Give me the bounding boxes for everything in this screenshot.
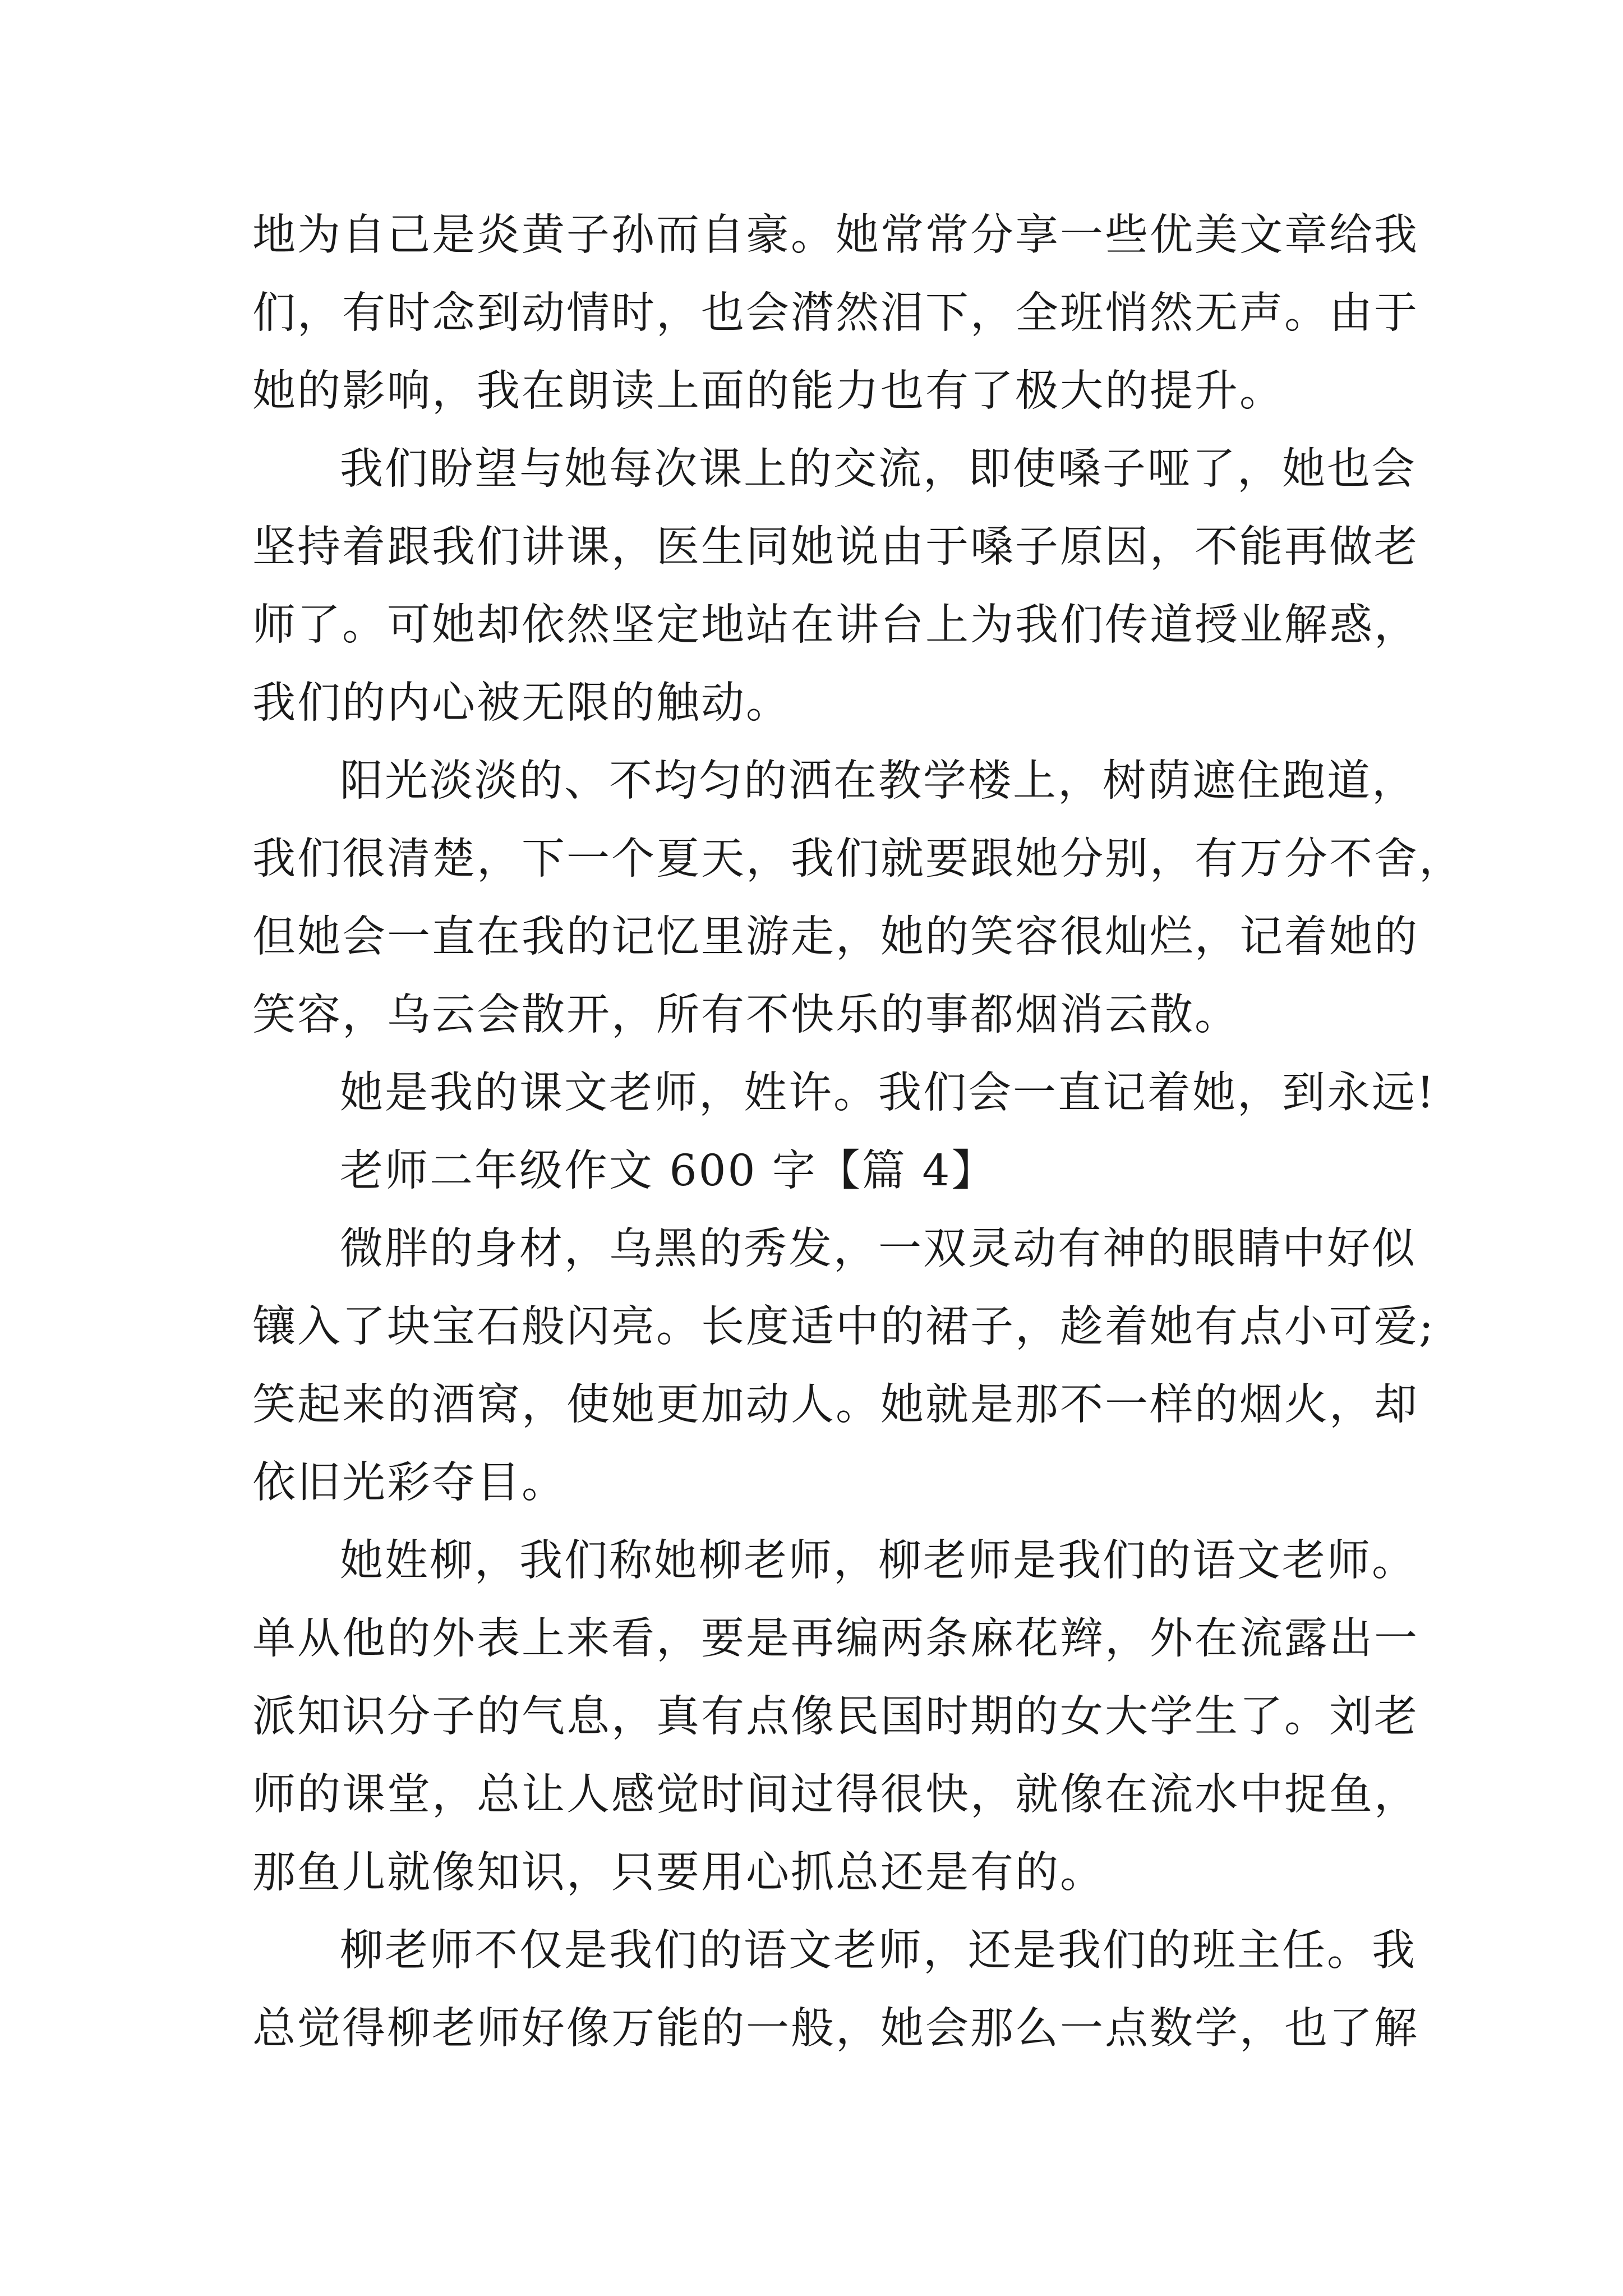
text-line: 但她会一直在我的记忆里游走，她的笑容很灿烂，记着她的 [252, 912, 1419, 962]
text-line: 镶入了块宝石般闪亮。长度适中的裙子，趁着她有点小可爱; [252, 1302, 1435, 1352]
text-line: 她的影响，我在朗读上面的能力也有了极大的提升。 [252, 366, 1284, 416]
section-heading: 老师二年级作文 600 字【篇 4】 [340, 1146, 997, 1196]
text-line: 派知识分子的气息，真有点像民国时期的女大学生了。刘老 [252, 1692, 1419, 1742]
text-line: 依旧光彩夺目。 [252, 1458, 566, 1508]
text-line: 柳老师不仅是我们的语文老师，还是我们的班主任。我 [340, 1926, 1417, 1976]
text-line: 坚持着跟我们讲课，医生同她说由于嗓子原因，不能再做老 [252, 522, 1419, 572]
text-line: 我们很清楚，下一个夏天，我们就要跟她分别，有万分不舍， [252, 834, 1464, 884]
text-line: 单从他的外表上来看，要是再编两条麻花辫，外在流露出一 [252, 1614, 1419, 1664]
text-line: 她姓柳，我们称她柳老师，柳老师是我们的语文老师。 [340, 1536, 1417, 1586]
text-line: 地为自己是炎黄子孙而自豪。她常常分享一些优美文章给我 [252, 210, 1419, 260]
text-line: 微胖的身材，乌黑的秀发，一双灵动有神的眼睛中好似 [340, 1224, 1417, 1274]
text-line: 师了。可她却依然坚定地站在讲台上为我们传道授业解惑， [252, 600, 1419, 650]
text-line: 我们的内心被无限的触动。 [252, 678, 791, 728]
text-line: 阳光淡淡的、不均匀的洒在教学楼上，树荫遮住跑道， [340, 756, 1417, 806]
text-line: 我们盼望与她每次课上的交流，即使嗓子哑了，她也会 [340, 444, 1417, 494]
text-line: 笑起来的酒窝，使她更加动人。她就是那不一样的烟火，却 [252, 1380, 1419, 1430]
text-line: 她是我的课文老师，姓许。我们会一直记着她，到永远! [340, 1068, 1436, 1118]
text-line: 总觉得柳老师好像万能的一般，她会那么一点数学，也了解 [252, 2004, 1419, 2054]
text-line: 们，有时念到动情时，也会潸然泪下，全班悄然无声。由于 [252, 288, 1419, 338]
text-line: 那鱼儿就像知识，只要用心抓总还是有的。 [252, 1848, 1105, 1898]
text-line: 师的课堂，总让人感觉时间过得很快，就像在流水中捉鱼， [252, 1770, 1419, 1820]
text-line: 笑容，乌云会散开，所有不快乐的事都烟消云散。 [252, 990, 1239, 1040]
